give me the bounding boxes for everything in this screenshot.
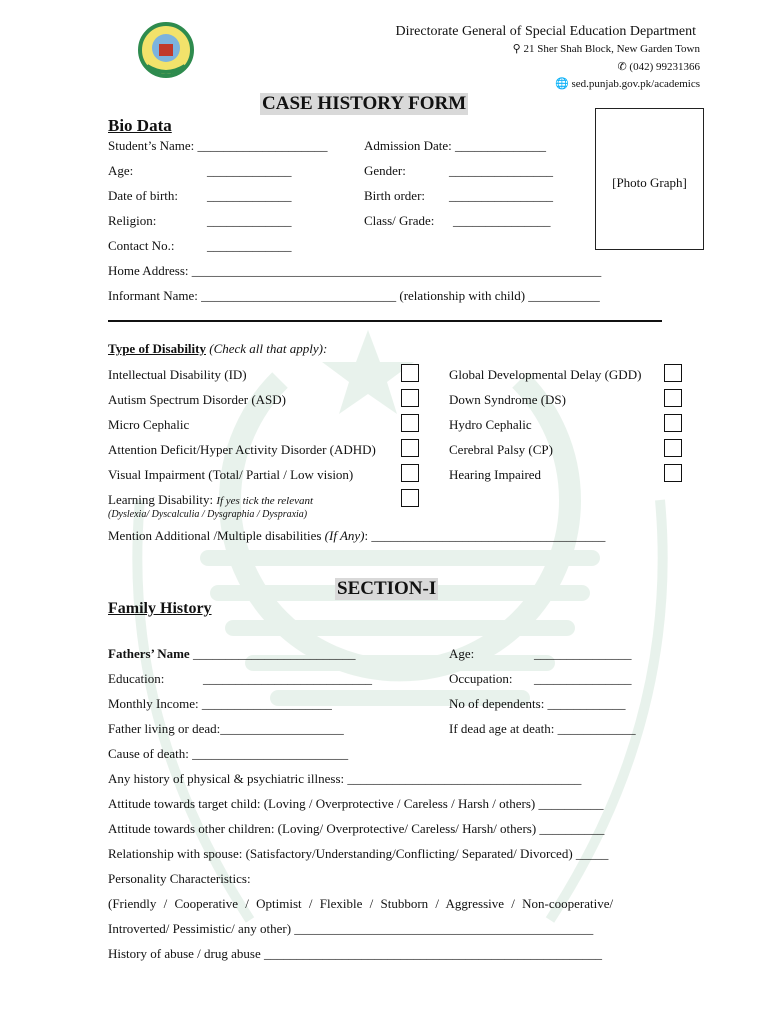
disability-option: Down Syndrome (DS) — [449, 392, 566, 407]
photo-box[interactable] — [595, 108, 704, 250]
additional-disabilities-field[interactable]: Mention Additional /Multiple disabilities (If Any): ____________________________________ — [108, 528, 606, 543]
checkbox-ds[interactable] — [664, 389, 682, 407]
disability-option: Attention Deficit/Hyper Activity Disorder (ADHD) — [108, 442, 376, 457]
globe-icon: 🌐 — [555, 78, 569, 90]
father-age-field[interactable]: _______________ — [534, 646, 632, 661]
home-address-field[interactable]: Home Address: _______________________________________________________________ — [108, 263, 602, 278]
gender-field[interactable]: ________________ — [449, 163, 553, 178]
attitude-other-field[interactable]: Attitude towards other children: (Loving/ Overprotective/ Careless/ Harsh/ others) __________ — [108, 821, 605, 836]
age-field[interactable]: _____________ — [207, 163, 292, 178]
gender-label: Gender: — [364, 163, 406, 178]
checkbox-adhd[interactable] — [401, 439, 419, 457]
disability-option: Intellectual Disability (ID) — [108, 367, 247, 382]
contact-field[interactable]: _____________ — [207, 238, 292, 253]
phone-icon: ✆ — [617, 61, 627, 73]
father-living-field[interactable]: Father living or dead:___________________ — [108, 721, 344, 736]
illness-history-field[interactable]: Any history of physical & psychiatric illness: ____________________________________ — [108, 771, 582, 786]
occupation-field[interactable]: _______________ — [534, 671, 632, 686]
checkbox-learning-disability[interactable] — [401, 489, 419, 507]
learning-disability-label: Learning Disability: — [108, 492, 214, 507]
checkbox-id[interactable] — [401, 364, 419, 382]
dob-label: Date of birth: — [108, 188, 179, 203]
birth-order-field[interactable]: ________________ — [449, 188, 553, 203]
disability-option: Hydro Cephalic — [449, 417, 532, 432]
phone-line: ✆ (042) 99231366 — [617, 61, 700, 73]
occupation-label: Occupation: — [449, 671, 513, 686]
personality-label: Personality Characteristics: — [108, 871, 251, 886]
disability-instruction: (Check all that apply): — [209, 341, 328, 356]
religion-label: Religion: — [108, 213, 157, 228]
checkbox-cp[interactable] — [664, 439, 682, 457]
dependents-field[interactable]: No of dependents: ____________ — [449, 696, 626, 711]
disability-heading: Type of Disability — [108, 341, 206, 356]
location-pin-icon: ⚲ — [512, 43, 521, 55]
checkbox-asd[interactable] — [401, 389, 419, 407]
form-title: CASE HISTORY FORM — [262, 93, 467, 114]
fathers-name-line[interactable]: Fathers’ Name _________________________ — [108, 646, 356, 661]
checkbox-visual-impairment[interactable] — [401, 464, 419, 482]
learning-disability-types: (Dyslexia/ Dyscalculia / Dysgraphia / Dyspraxia) — [108, 509, 308, 520]
dead-age-field[interactable]: If dead age at death: ____________ — [449, 721, 636, 736]
checkbox-hydro-cephalic[interactable] — [664, 414, 682, 432]
cause-of-death-field[interactable]: Cause of death: ________________________ — [108, 746, 349, 761]
monthly-income-field[interactable]: Monthly Income: ____________________ — [108, 696, 332, 711]
student-name-field[interactable]: Student’s Name: ____________________ — [108, 138, 328, 153]
age-label: Age: — [108, 163, 134, 178]
contact-label: Contact No.: — [108, 238, 175, 253]
disability-option: Visual Impairment (Total/ Partial / Low vision) — [108, 467, 354, 482]
disability-option: Hearing Impaired — [449, 467, 542, 482]
checkbox-micro-cephalic[interactable] — [401, 414, 419, 432]
relationship-spouse-field[interactable]: Relationship with spouse: (Satisfactory/Understanding/Conflicting/ Separated/ Divorced) _____ — [108, 846, 609, 861]
address-line: ⚲ 21 Sher Shah Block, New Garden Town — [512, 43, 700, 55]
father-age-label: Age: — [449, 646, 475, 661]
learning-disability-line — [108, 492, 313, 508]
attitude-target-field[interactable]: Attitude towards target child: (Loving / Overprotective / Careless / Harsh / others) __________ — [108, 796, 604, 811]
family-history-heading: Family History — [108, 600, 212, 617]
class-field[interactable]: _______________ — [453, 213, 551, 228]
checkbox-gdd[interactable] — [664, 364, 682, 382]
education-label: Education: — [108, 671, 165, 686]
personality-options: (Friendly / Cooperative / Optimist / Flexible / Stubborn / Aggressive / Non-cooperative/ — [108, 896, 614, 911]
education-field[interactable]: __________________________ — [203, 671, 372, 686]
informant-field[interactable]: Informant Name: ______________________________ (relationship with child) ___________ — [108, 288, 600, 303]
photo-label: [Photo Graph] — [612, 175, 687, 190]
personality-field[interactable]: Introverted/ Pessimistic/ any other) ______________________________________________ — [108, 921, 594, 936]
disability-option: Cerebral Palsy (CP) — [449, 442, 553, 457]
disability-heading-line — [108, 341, 327, 357]
disability-option: Micro Cephalic — [108, 417, 190, 432]
class-label: Class/ Grade: — [364, 213, 435, 228]
disability-option: Global Developmental Delay (GDD) — [449, 367, 642, 382]
admission-date-field[interactable]: Admission Date: ______________ — [364, 138, 546, 153]
section-divider — [108, 320, 662, 322]
religion-field[interactable]: _____________ — [207, 213, 292, 228]
punjab-emblem-logo — [135, 22, 197, 78]
checkbox-hearing-impaired[interactable] — [664, 464, 682, 482]
abuse-history-field[interactable]: History of abuse / drug abuse ____________________________________________________ — [108, 946, 602, 961]
learning-disability-note: If yes tick the relevant — [216, 495, 314, 507]
department-name: Directorate General of Special Education Department — [395, 24, 696, 39]
bio-data-heading: Bio Data — [108, 116, 172, 135]
web-line: 🌐 sed.punjab.gov.pk/academics — [555, 78, 700, 90]
disability-option: Autism Spectrum Disorder (ASD) — [108, 392, 287, 407]
dob-field[interactable]: _____________ — [207, 188, 292, 203]
birth-order-label: Birth order: — [364, 188, 426, 203]
section-i-title: SECTION-I — [337, 578, 437, 599]
